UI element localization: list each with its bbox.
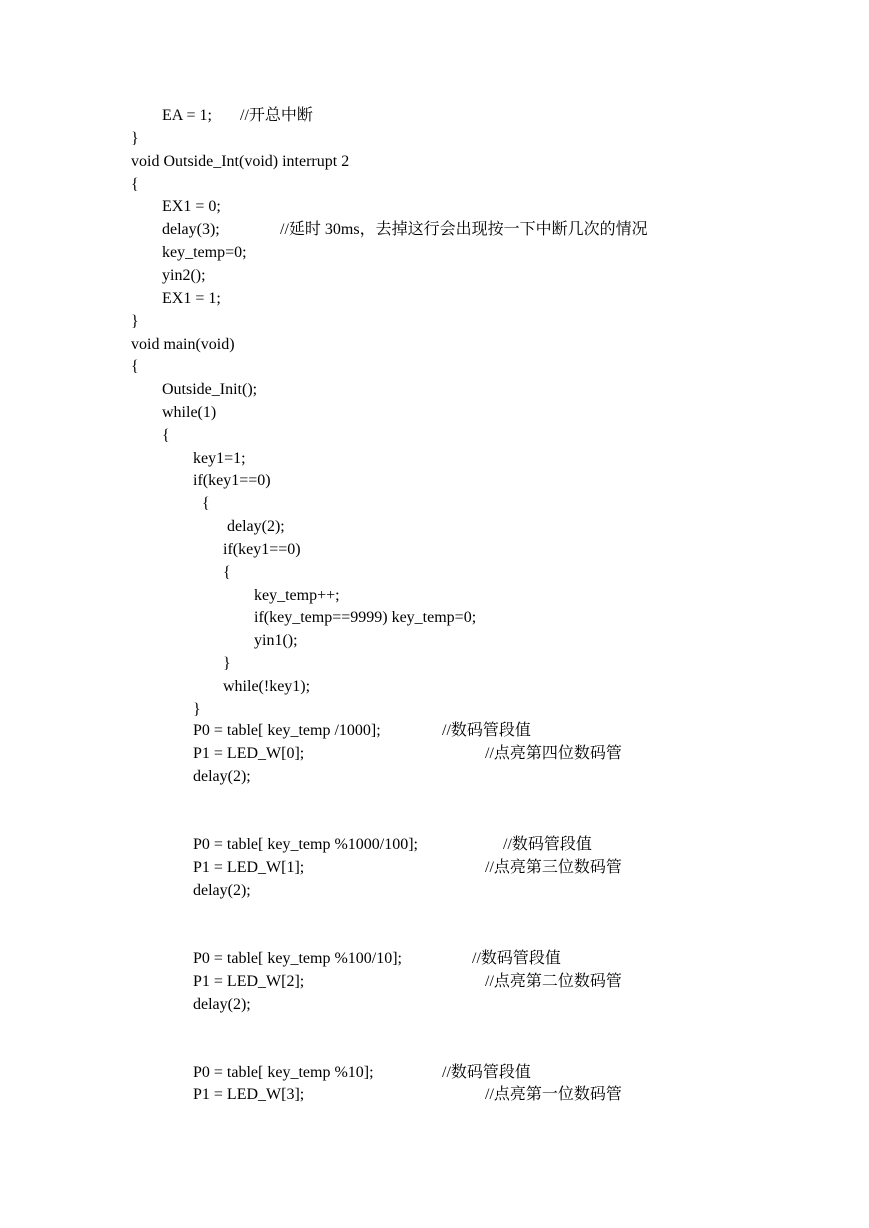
code-line <box>0 106 313 126</box>
code-text: if(key1==0) <box>193 472 271 489</box>
code-text: { <box>131 358 139 375</box>
code-text: if(key_temp==9999) key_temp=0; <box>254 609 477 626</box>
code-line <box>0 1063 531 1083</box>
code-comment: //点亮第一位数码管 <box>485 1086 622 1103</box>
code-text: void Outside_Int(void) interrupt 2 <box>131 153 350 170</box>
code-line <box>0 266 206 286</box>
code-line <box>0 563 231 583</box>
code-comment: //数码管段值 <box>472 950 561 967</box>
code-line <box>0 335 235 355</box>
code-comment: //数码管段值 <box>442 1064 531 1081</box>
code-text: { <box>223 564 231 581</box>
code-text: { <box>131 176 139 193</box>
code-text: { <box>162 427 170 444</box>
code-line <box>0 220 648 240</box>
code-line <box>0 744 622 764</box>
code-line <box>0 700 201 720</box>
code-line <box>0 449 246 469</box>
code-line <box>0 357 139 377</box>
code-line <box>0 380 258 400</box>
code-text: EA = 1; <box>162 107 212 124</box>
code-text: P0 = table[ key_temp %10]; <box>193 1064 374 1081</box>
code-line <box>0 631 298 651</box>
code-comment: //点亮第四位数码管 <box>485 745 622 762</box>
code-text: } <box>223 655 231 672</box>
code-comment: //点亮第二位数码管 <box>485 973 622 990</box>
code-line <box>0 152 350 172</box>
code-line <box>0 721 531 741</box>
code-text: delay(2); <box>227 518 285 535</box>
code-line <box>0 243 247 263</box>
code-text: } <box>193 701 201 718</box>
code-text: Outside_Init(); <box>162 381 258 398</box>
code-text: delay(2); <box>193 882 251 899</box>
code-line <box>0 995 251 1015</box>
code-text: yin2(); <box>162 267 206 284</box>
code-line <box>0 426 170 446</box>
code-text: P0 = table[ key_temp %100/10]; <box>193 950 402 967</box>
code-line <box>0 289 221 309</box>
code-line <box>0 858 622 878</box>
code-line <box>0 540 301 560</box>
code-text: delay(3); <box>162 221 220 238</box>
code-comment: //数码管段值 <box>503 836 592 853</box>
code-line <box>0 471 271 491</box>
code-text: key_temp++; <box>254 587 340 604</box>
code-text: P1 = LED_W[3]; <box>193 1086 305 1103</box>
code-text: while(!key1); <box>223 678 311 695</box>
code-line <box>0 608 477 628</box>
code-line <box>0 949 561 969</box>
code-line <box>0 767 251 787</box>
code-text: EX1 = 1; <box>162 290 221 307</box>
code-text: delay(2); <box>193 768 251 785</box>
code-comment: //点亮第三位数码管 <box>485 859 622 876</box>
code-line <box>0 494 210 514</box>
code-line <box>0 312 139 332</box>
code-text: key_temp=0; <box>162 244 247 261</box>
code-line <box>0 175 139 195</box>
code-line <box>0 197 221 217</box>
code-text: delay(2); <box>193 996 251 1013</box>
code-text: } <box>131 313 139 330</box>
code-line <box>0 677 311 697</box>
code-line <box>0 517 285 537</box>
code-line <box>0 129 139 149</box>
code-text: while(1) <box>162 404 217 421</box>
code-text: yin1(); <box>254 632 298 649</box>
code-line <box>0 835 592 855</box>
code-comment: //延时 30ms，去掉这行会出现按一下中断几次的情况 <box>280 221 648 238</box>
code-text: P0 = table[ key_temp %1000/100]; <box>193 836 418 853</box>
code-line <box>0 1085 622 1105</box>
code-line <box>0 881 251 901</box>
code-text: void main(void) <box>131 336 235 353</box>
code-line <box>0 586 340 606</box>
code-text: key1=1; <box>193 450 246 467</box>
code-text: if(key1==0) <box>223 541 301 558</box>
code-text: P1 = LED_W[1]; <box>193 859 305 876</box>
code-text: } <box>131 130 139 147</box>
code-line <box>0 972 622 992</box>
code-comment: //开总中断 <box>240 107 313 124</box>
code-line <box>0 403 217 423</box>
code-line <box>0 654 231 674</box>
code-text: P1 = LED_W[2]; <box>193 973 305 990</box>
code-text: EX1 = 0; <box>162 198 221 215</box>
code-text: P1 = LED_W[0]; <box>193 745 305 762</box>
code-text: { <box>202 495 210 512</box>
code-comment: //数码管段值 <box>442 722 531 739</box>
code-text: P0 = table[ key_temp /1000]; <box>193 722 381 739</box>
